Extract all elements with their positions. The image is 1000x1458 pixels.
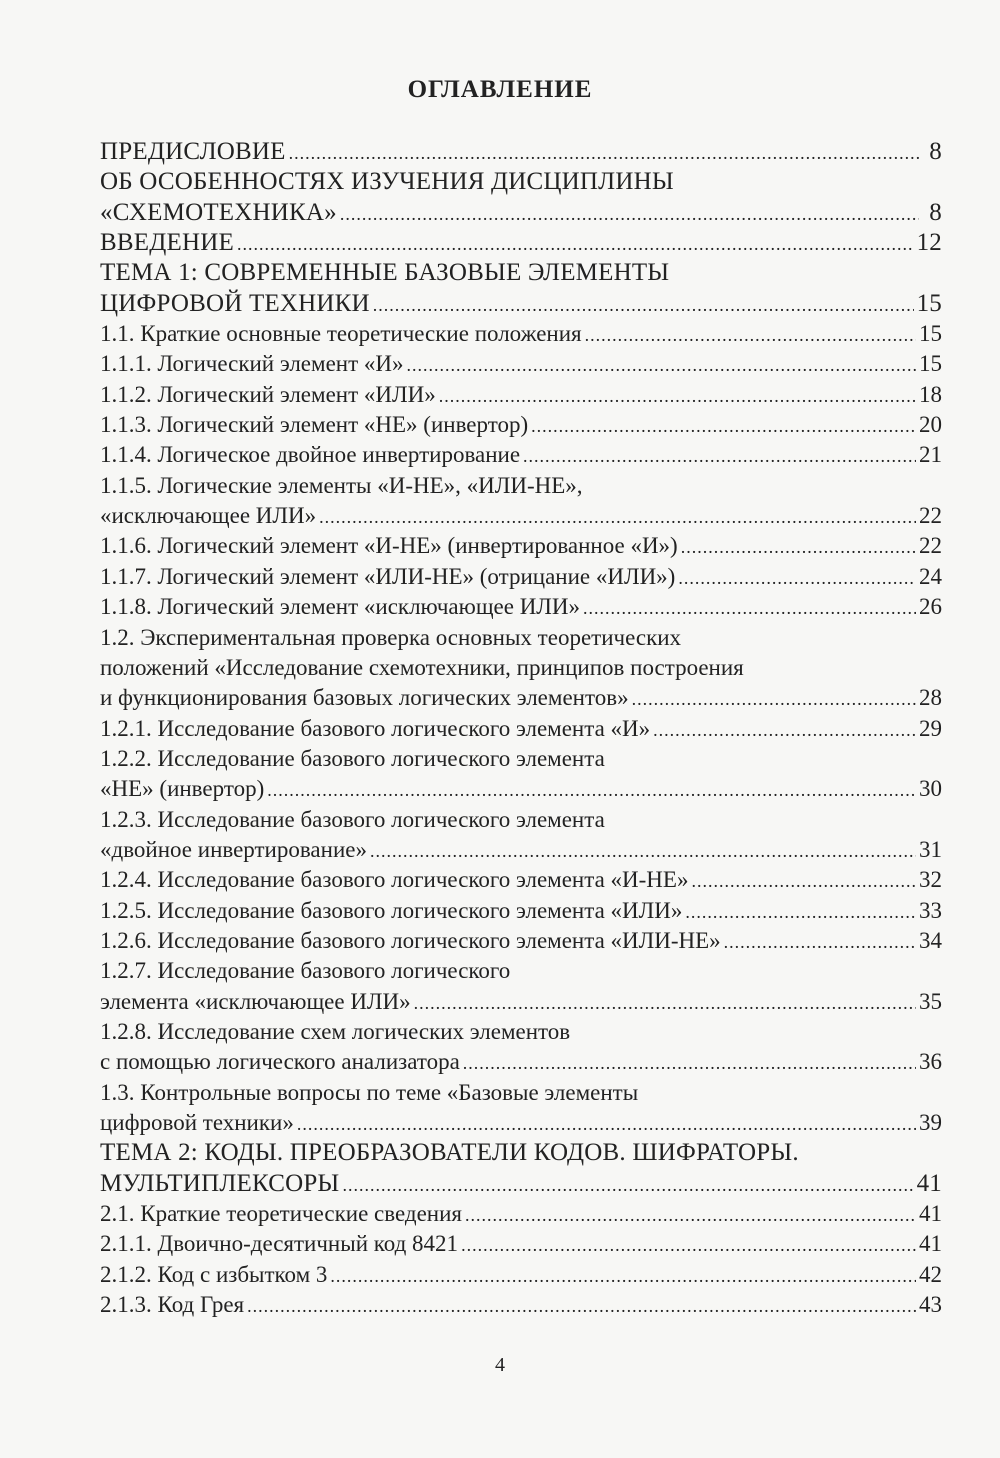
dot-leader [724,927,916,957]
toc-entry-page: 33 [919,897,942,923]
toc-entry [100,228,942,258]
toc-entry-title: 2.1.1. Двоично-десятичный код 8421 [100,1231,459,1257]
dot-leader [439,381,916,411]
toc-entry [100,623,942,714]
toc-entry-line [100,623,942,653]
toc-entry-title: «НЕ» (инвертор) [100,776,265,802]
toc-entry-line [100,805,942,835]
dot-leader [342,1170,913,1200]
toc-entry-title: 1.3. Контрольные вопросы по теме «Базовые элементы [100,1079,639,1105]
toc-entry-line [100,258,942,288]
toc-entry-line [100,562,942,592]
toc-entry [100,926,942,956]
toc-entry-line [100,774,942,804]
toc-entry-title: 1.2.5. Исследование базового логического элемента «ИЛИ» [100,897,683,923]
toc-entry-line [100,501,942,531]
toc-entry-title: 1.2.6. Исследование базового логического элемента «ИЛИ-НЕ» [100,927,721,953]
toc-entry-title: ПРЕДИСЛОВИЕ [100,138,286,165]
dot-leader [340,199,919,229]
toc-entry-title: 2.1.3. Код Грея [100,1292,245,1318]
dot-leader [267,775,916,805]
toc-entry-line [100,926,942,956]
toc-entry-title: цифровой техники» [100,1110,294,1135]
toc-entry [100,258,942,319]
toc-entry-title: 1.2.7. Исследование базового логического [100,958,511,984]
toc-entry-title: 1.2.8. Исследование схем логических элементов [100,1018,571,1044]
toc-entry [100,1260,942,1290]
toc-entry [100,440,942,470]
toc-entry-page: 28 [919,685,942,711]
dot-leader [632,684,916,714]
toc-entry-line [100,349,942,379]
toc-entry-title: 2.1. Краткие теоретические сведения [100,1201,462,1227]
toc-entry-line [100,531,942,561]
toc-entry-line [100,865,942,895]
toc-entry-page: 15 [916,289,942,317]
toc-entry-line [100,653,942,683]
toc-entry-line [100,1169,942,1199]
toc-entry-line [100,167,942,197]
toc-entry-line [100,410,942,440]
dot-leader [531,411,916,441]
toc-entry-line [100,956,942,986]
toc-entry-title: ВВЕДЕНИЕ [100,229,234,257]
toc-entry-title: 1.1.6. Логический элемент «И-НЕ» (инвертированное «И») [100,533,678,559]
toc-entry-line [100,1047,942,1077]
toc-entry-page: 15 [919,351,942,377]
toc-entry-line [100,714,942,744]
toc-entry [100,562,942,592]
toc-entry-page: 8 [929,198,942,226]
toc-entry [100,1138,942,1199]
toc-entry-page: 35 [919,988,942,1014]
toc-entry-title: и функционирования базовых логических элементов» [100,685,629,711]
toc-entry-page: 29 [919,715,942,741]
dot-leader [297,1109,916,1139]
dot-leader [463,1048,916,1078]
dot-leader [289,138,919,168]
toc-entry-title: МУЛЬТИПЛЕКСОРЫ [100,1169,340,1197]
dot-leader [407,350,917,380]
toc-entry-title: 1.1.8. Логический элемент «исключающее ИЛИ» [100,594,581,620]
toc-entry-line [100,380,942,410]
dot-leader [247,1291,916,1321]
toc-entry [100,167,942,228]
dot-leader [465,1200,916,1230]
toc-entry-page: 26 [919,594,942,620]
toc-entry-line [100,744,942,774]
toc-entry [100,349,942,379]
toc-entry-title: ЦИФРОВОЙ ТЕХНИКИ [100,289,370,317]
dot-leader [461,1230,916,1260]
toc-entry-title: 1.2.4. Исследование базового логического элемента «И-НЕ» [100,867,689,893]
toc-entry [100,805,942,866]
toc-entry [100,319,942,349]
toc-entry-title: 1.1.5. Логические элементы «И-НЕ», «ИЛИ-НЕ», [100,472,583,498]
toc-entry-page: 32 [919,867,942,893]
toc-entry-line [100,471,942,501]
dot-leader [583,593,916,623]
toc-entry-line [100,896,942,926]
dot-leader [370,836,916,866]
toc-entry-page: 15 [919,321,942,347]
toc-entry-line [100,835,942,865]
toc-entry-title: 1.1.2. Логический элемент «ИЛИ» [100,381,436,407]
dot-leader [373,290,914,320]
dot-leader [319,502,916,532]
toc-entry-page: 36 [919,1049,942,1075]
toc-entry-page: 41 [919,1231,942,1257]
toc-entry-page: 41 [919,1201,942,1227]
toc-entry-line [100,592,942,622]
table-of-contents [100,137,942,1320]
toc-entry-title: 2.1.2. Код с избытком 3 [100,1261,328,1287]
toc-entry [100,865,942,895]
toc-entry [100,137,942,167]
toc-entry-page: 22 [919,503,942,529]
toc-entry [100,1199,942,1229]
toc-entry-title: 1.1.7. Логический элемент «ИЛИ-НЕ» (отрицание «ИЛИ») [100,563,676,589]
toc-entry [100,896,942,926]
toc-entry-page: 30 [919,776,942,802]
toc-entry-line [100,987,942,1017]
dot-leader [653,715,916,745]
toc-entry-line [100,1138,942,1168]
toc-entry-line [100,289,942,319]
toc-entry-title: 1.2.1. Исследование базового логического элемента «И» [100,715,651,741]
toc-entry [100,956,942,1017]
toc-entry-line [100,1260,942,1290]
toc-entry [100,380,942,410]
toc-entry-title: ОБ ОСОБЕННОСТЯХ ИЗУЧЕНИЯ ДИСЦИПЛИНЫ [100,168,674,196]
toc-entry-line [100,228,942,258]
dot-leader [685,897,916,927]
toc-entry-title: с помощью логического анализатора [100,1049,460,1075]
toc-entry [100,714,942,744]
toc-entry [100,1229,942,1259]
toc-entry-page: 43 [919,1292,942,1318]
toc-entry-page: 39 [919,1110,942,1135]
toc-entry-title: элемента «исключающее ИЛИ» [100,988,411,1014]
toc-entry-page: 24 [919,563,942,589]
toc-entry [100,592,942,622]
toc-entry-title: ТЕМА 2: КОДЫ. ПРЕОБРАЗОВАТЕЛИ КОДОВ. ШИФРАТОРЫ. [100,1139,799,1167]
toc-entry-line [100,440,942,470]
toc-entry-page: 42 [919,1261,942,1287]
toc-entry-page: 34 [919,927,942,953]
toc-entry-page: 12 [916,229,942,257]
toc-entry [100,531,942,561]
toc-entry-title: «исключающее ИЛИ» [100,503,317,529]
toc-entry-title: положений «Исследование схемотехники, принципов построения [100,654,744,680]
toc-entry-title: 1.1.3. Логический элемент «НЕ» (инвертор) [100,412,529,438]
toc-entry-title: 1.1.1. Логический элемент «И» [100,351,404,377]
toc-entry-title: 1.1. Краткие основные теоретические положения [100,321,582,347]
toc-entry [100,1017,942,1078]
dot-leader [681,532,916,562]
page-title: ОГЛАВЛЕНИЕ [407,76,593,103]
toc-entry-page: 20 [919,412,942,438]
toc-entry-title: 1.2.2. Исследование базового логического элемента [100,745,605,771]
toc-entry-page: 8 [929,138,942,165]
dot-leader [678,563,916,593]
dot-leader [523,441,916,471]
toc-entry-title: 1.2.3. Исследование базового логического элемента [100,806,605,832]
dot-leader [414,988,916,1018]
toc-entry [100,1078,942,1139]
dot-leader [691,866,916,896]
toc-entry [100,744,942,805]
toc-entry-title: «двойное инвертирование» [100,836,367,862]
toc-entry-page: 41 [916,1169,942,1197]
toc-entry-line [100,1290,942,1320]
toc-entry-line [100,198,942,228]
toc-entry-title: ТЕМА 1: СОВРЕМЕННЫЕ БАЗОВЫЕ ЭЛЕМЕНТЫ [100,259,670,287]
toc-entry-line [100,1078,942,1108]
toc-entry-line [100,137,942,167]
toc-entry [100,410,942,440]
toc-entry [100,1290,942,1320]
toc-entry-page: 22 [919,533,942,559]
toc-entry-line [100,1229,942,1259]
toc-entry [100,471,942,532]
toc-entry-line [100,319,942,349]
dot-leader [237,229,914,259]
toc-entry-title: 1.2. Экспериментальная проверка основных теоретических [100,624,682,650]
toc-entry-page: 18 [919,381,942,407]
toc-entry-title: 1.1.4. Логическое двойное инвертирование [100,442,521,468]
toc-entry-line [100,1199,942,1229]
toc-entry-line [100,1017,942,1047]
toc-entry-line [100,1108,942,1138]
toc-entry-title: «СХЕМОТЕХНИКА» [100,198,337,226]
toc-entry-line [100,683,942,713]
page-number: 4 [495,1354,505,1376]
dot-leader [585,320,916,350]
toc-entry-page: 21 [919,442,942,468]
dot-leader [330,1261,916,1291]
toc-entry-page: 31 [919,836,942,862]
